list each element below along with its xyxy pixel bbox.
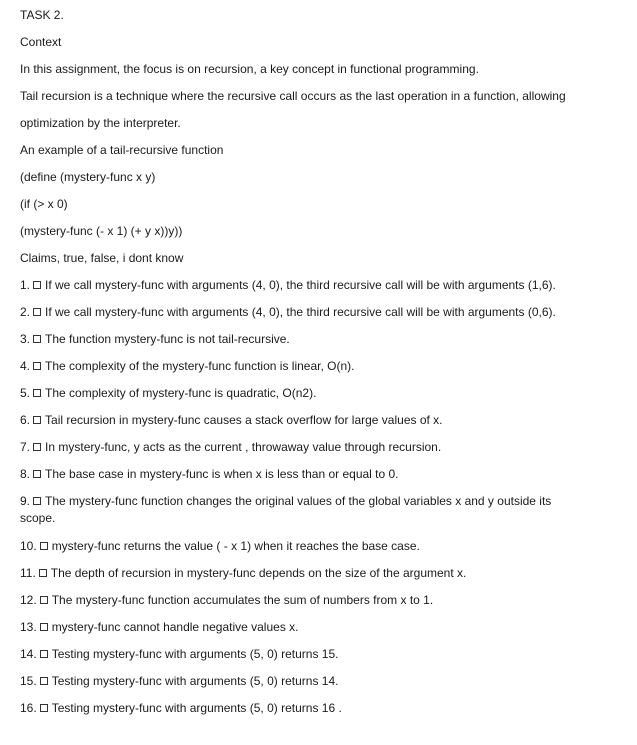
claim-item-2 bbox=[20, 305, 556, 320]
claim-number: 1. bbox=[20, 278, 31, 292]
claim-number: 14. bbox=[20, 647, 37, 661]
claim-number: 2. bbox=[20, 305, 31, 319]
checkbox[interactable] bbox=[40, 677, 48, 685]
claim-text: Testing mystery-func with arguments (5, 0) returns 16 . bbox=[51, 701, 342, 715]
claim-text: The mystery-func function changes the original values of the global variables x and y outside its bbox=[45, 494, 552, 508]
claims-heading: Claims, true, false, i dont know bbox=[20, 251, 184, 265]
checkbox[interactable] bbox=[33, 443, 41, 451]
claim-text: The depth of recursion in mystery-func depends on the size of the argument x. bbox=[50, 566, 467, 580]
checkbox[interactable] bbox=[33, 335, 41, 343]
checkbox[interactable] bbox=[33, 497, 41, 505]
code-line-3: (mystery-func (- x 1) (+ y x))y)) bbox=[20, 224, 183, 238]
claim-number: 7. bbox=[20, 440, 31, 454]
claim-text: If we call mystery-func with arguments (4, 0), the third recursive call will be with arguments (0,6). bbox=[45, 305, 556, 319]
claim-text: mystery-func returns the value ( - x 1) when it reaches the base case. bbox=[51, 539, 420, 553]
claim-number: 16. bbox=[20, 701, 37, 715]
checkbox[interactable] bbox=[40, 704, 48, 712]
claim-number: 6. bbox=[20, 413, 31, 427]
code-line-1: (define (mystery-func x y) bbox=[20, 170, 156, 184]
claim-item-9-continuation: scope. bbox=[20, 511, 56, 525]
claim-text: In mystery-func, y acts as the current , throwaway value through recursion. bbox=[45, 440, 442, 454]
claim-item-12 bbox=[20, 593, 433, 608]
checkbox[interactable] bbox=[33, 470, 41, 478]
task-title: TASK 2. bbox=[20, 8, 64, 22]
claim-number: 3. bbox=[20, 332, 31, 346]
checkbox[interactable] bbox=[40, 623, 48, 631]
claim-text: The base case in mystery-func is when x is less than or equal to 0. bbox=[45, 467, 399, 481]
claim-text: The mystery-func function accumulates the sum of numbers from x to 1. bbox=[51, 593, 434, 607]
checkbox[interactable] bbox=[39, 569, 47, 577]
claim-item-14 bbox=[20, 647, 338, 662]
claim-item-6 bbox=[20, 413, 443, 428]
claim-number: 13. bbox=[20, 620, 37, 634]
claim-item-4 bbox=[20, 359, 354, 374]
checkbox[interactable] bbox=[33, 308, 41, 316]
claim-item-11 bbox=[20, 566, 466, 581]
checkbox[interactable] bbox=[33, 389, 41, 397]
claim-text: Testing mystery-func with arguments (5, 0) returns 15. bbox=[51, 647, 339, 661]
claim-text: The complexity of the mystery-func function is linear, O(n). bbox=[45, 359, 355, 373]
claim-number: 5. bbox=[20, 386, 31, 400]
context-heading: Context bbox=[20, 35, 62, 49]
claim-number: 9. bbox=[20, 494, 31, 508]
claim-item-5 bbox=[20, 386, 316, 401]
intro-paragraph-2-line-2: optimization by the interpreter. bbox=[20, 116, 181, 130]
claim-number: 15. bbox=[20, 674, 37, 688]
claim-item-3 bbox=[20, 332, 290, 347]
claim-item-13 bbox=[20, 620, 299, 635]
claim-number: 4. bbox=[20, 359, 31, 373]
claim-number: 12. bbox=[20, 593, 37, 607]
claim-text: The function mystery-func is not tail-recursive. bbox=[45, 332, 290, 346]
claim-item-7 bbox=[20, 440, 441, 455]
intro-paragraph-2-line-1: Tail recursion is a technique where the recursive call occurs as the last operation in a function, allowing bbox=[20, 89, 566, 103]
claim-item-15 bbox=[20, 674, 338, 689]
checkbox[interactable] bbox=[40, 650, 48, 658]
checkbox[interactable] bbox=[40, 542, 48, 550]
code-line-2: (if (> x 0) bbox=[20, 197, 68, 211]
checkbox[interactable] bbox=[40, 596, 48, 604]
example-label: An example of a tail-recursive function bbox=[20, 143, 224, 157]
intro-paragraph-1: In this assignment, the focus is on recursion, a key concept in functional programming. bbox=[20, 62, 479, 76]
claim-number: 8. bbox=[20, 467, 31, 481]
checkbox[interactable] bbox=[33, 416, 41, 424]
checkbox[interactable] bbox=[33, 362, 41, 370]
claim-number: 11. bbox=[20, 566, 36, 580]
claim-item-10 bbox=[20, 539, 420, 554]
claim-text: If we call mystery-func with arguments (4, 0), the third recursive call will be with arguments (1,6). bbox=[45, 278, 556, 292]
claim-text: mystery-func cannot handle negative values x. bbox=[51, 620, 299, 634]
claim-number: 10. bbox=[20, 539, 37, 553]
claim-item-9 bbox=[20, 494, 551, 509]
claim-item-1 bbox=[20, 278, 556, 293]
claim-text: The complexity of mystery-func is quadratic, O(n2). bbox=[45, 386, 317, 400]
claim-item-16 bbox=[20, 701, 342, 716]
checkbox[interactable] bbox=[33, 281, 41, 289]
claim-item-8 bbox=[20, 467, 399, 482]
claim-text: Testing mystery-func with arguments (5, 0) returns 14. bbox=[51, 674, 339, 688]
claim-text: Tail recursion in mystery-func causes a stack overflow for large values of x. bbox=[45, 413, 443, 427]
